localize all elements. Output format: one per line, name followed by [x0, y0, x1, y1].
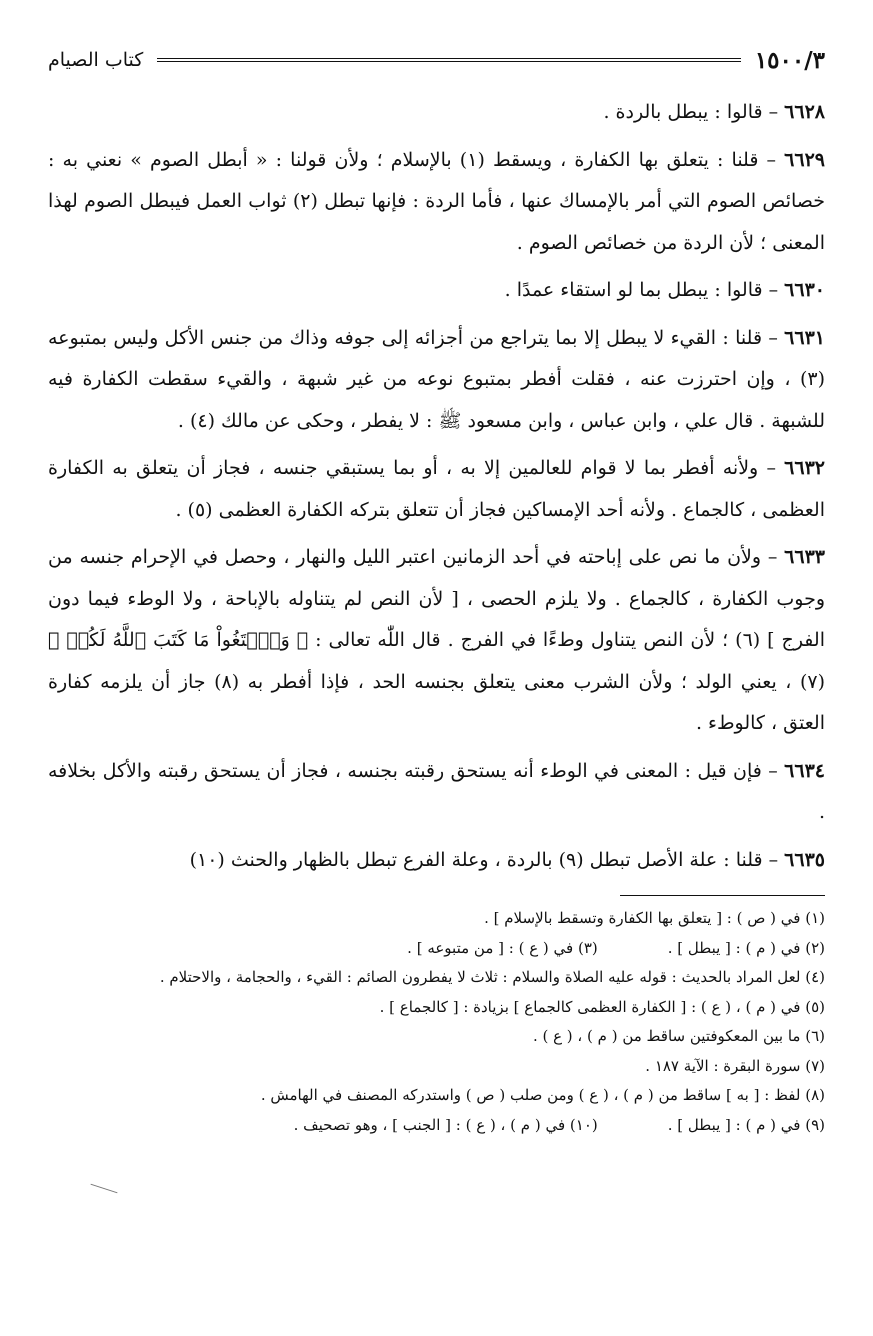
footnote-row: [48, 1052, 825, 1082]
paragraph-text: – قالوا : يبطل بما لو استقاء عمدًا .: [504, 279, 785, 301]
paragraph-6634: [48, 751, 825, 834]
paragraph-6635: [48, 840, 825, 882]
paragraph-text: – ولأنه أفطر بما لا قوام للعالمين إلا به ، أو بما يستبقي جنسه ، فجاز أن يتعلق به الكفارة العظمى ، كالجماع . ولأنه أحد الإمساكين فجاز أن تتعلق بتركه الكفارة العظمى (٥) .: [48, 457, 825, 521]
paragraph-number: ٦٦٣٥: [784, 848, 825, 871]
paragraph-6628: [48, 92, 825, 134]
page-number: ١٥٠٠/٣: [754, 46, 825, 74]
footnote-row: [48, 904, 825, 934]
paragraph-number: ٦٦٣١: [784, 326, 825, 349]
paragraph-text: – ولأن ما نص على إباحته في أحد الزمانين اعتبر الليل والنهار ، وحصل في الإحرام جنسه من وجوب الكفارة ، كالجماع . ولا يلزم الحصى ، [ لأن النص لم يتناوله بالإباحة ، ولا الوطء فيما دون الفرج ] (٦) ؛ لأن النص يتناول وطءًا في الفرج . قال اللّٰه تعالى : ﴿ وَٱبۡتَغُواْ مَا كَتَبَ ٱللَّهُ لَكُمۡ ﴾ (٧) ، يعني الولد ؛ ولأن الشرب معنى يتعلق بجنسه الحد ، فإذا أفطر به (٨) جاز أن يلزمه كفارة العتق ، كالوطء .: [48, 546, 825, 734]
paragraph-text: – قلنا : علة الأصل تبطل (٩) بالردة ، وعلة الفرع تبطل بالظهار والحنث (١٠): [189, 848, 785, 871]
header-rule: [157, 58, 741, 62]
footnote-row: [48, 1081, 825, 1111]
paragraph-number: ٦٦٣٠: [784, 279, 825, 301]
margin-stray-mark: [91, 1184, 118, 1194]
paragraph-text: – قالوا : يبطل بالردة .: [603, 101, 785, 123]
footnote-7: (٧) سورة البقرة : الآية ١٨٧ .: [645, 1056, 825, 1075]
main-text: [48, 92, 825, 881]
footnote-row: [48, 934, 825, 964]
paragraph-6631: [48, 318, 825, 443]
footnote-divider: [620, 895, 825, 896]
footnote-row: [48, 993, 825, 1023]
footnote-1: (١) في ( ص ) : [ يتعلق بها الكفارة وتسقط بالإسلام ] .: [484, 909, 825, 927]
paragraph-text: – فإن قيل : المعنى في الوطء أنه يستحق رقبته بجنسه ، فجاز أن يستحق رقبته والأكل بخلافه .: [48, 759, 825, 823]
paragraph-number: ٦٦٢٨: [784, 101, 825, 123]
footnotes: [48, 904, 825, 1140]
document-page: [48, 36, 825, 1140]
footnote-10: (١٠) في ( م ) ، ( ع ) : [ الجنب ] ، وهو تصحيف .: [293, 1115, 598, 1134]
footnote-2: (٢) في ( م ) : [ يبطل ] .: [667, 938, 825, 957]
paragraph-6633: [48, 537, 825, 745]
footnote-6: (٦) ما بين المعكوفتين ساقط من ( م ) ، ( ع ) .: [532, 1027, 825, 1045]
footnote-row: [48, 1111, 825, 1141]
footnote-row: [48, 1022, 825, 1052]
footnote-4: (٤) لعل المراد بالحديث : قوله عليه الصلاة والسلام : ثلاث لا يفطرون الصائم : القيء ، والحجامة ، والاحتلام .: [159, 968, 825, 986]
paragraph-number: ٦٦٢٩: [784, 148, 825, 171]
footnote-5: (٥) في ( م ) ، ( ع ) : [ الكفارة العظمى كالجماع ] بزيادة : [ كالجماع ] .: [379, 997, 825, 1016]
paragraph-number: ٦٦٣٣: [784, 546, 825, 568]
footnote-8: (٨) لفظ : [ به ] ساقط من ( م ) ، ( ع ) ومن صلب ( ص ) واستدركه المصنف في الهامش .: [260, 1086, 825, 1104]
paragraph-6629: [48, 140, 825, 265]
paragraph-number: ٦٦٣٤: [784, 759, 825, 782]
footnote-3: (٣) في ( ع ) : [ من متبوعه ] .: [407, 938, 598, 957]
footnote-row: [48, 963, 825, 993]
paragraph-6630: [48, 270, 825, 312]
paragraph-6632: [48, 448, 825, 531]
running-header: [48, 36, 825, 84]
footnote-9: (٩) في ( م ) : [ يبطل ] .: [667, 1115, 825, 1134]
paragraph-number: ٦٦٣٢: [784, 457, 825, 479]
paragraph-text: – قلنا : يتعلق بها الكفارة ، ويسقط (١) بالإسلام ؛ ولأن قولنا : « أبطل الصوم » نعني به : خصائص الصوم التي أمر بالإمساك عنها ، فأما الردة : فإنها تبطل (٢) ثواب العمل فيبطل الصوم لهذا المعنى ؛ لأن الردة من خصائص الصوم .: [48, 148, 826, 254]
book-title: كتاب الصيام: [48, 49, 144, 71]
paragraph-text: – قلنا : القيء لا يبطل إلا بما يتراجع من أجزائه إلى جوفه وذاك من جنس الأكل وليس بمتبوعه (٣) ، وإن احترزت عنه ، فقلت أفطر بمتبوع نوعه من غير شبهة ، والقيء سقطت الكفارة فيه للشبهة . قال علي ، وابن عباس ، وابن مسعود ﷺ : لا يفطر ، وحكى عن مالك (٤) .: [48, 326, 825, 432]
